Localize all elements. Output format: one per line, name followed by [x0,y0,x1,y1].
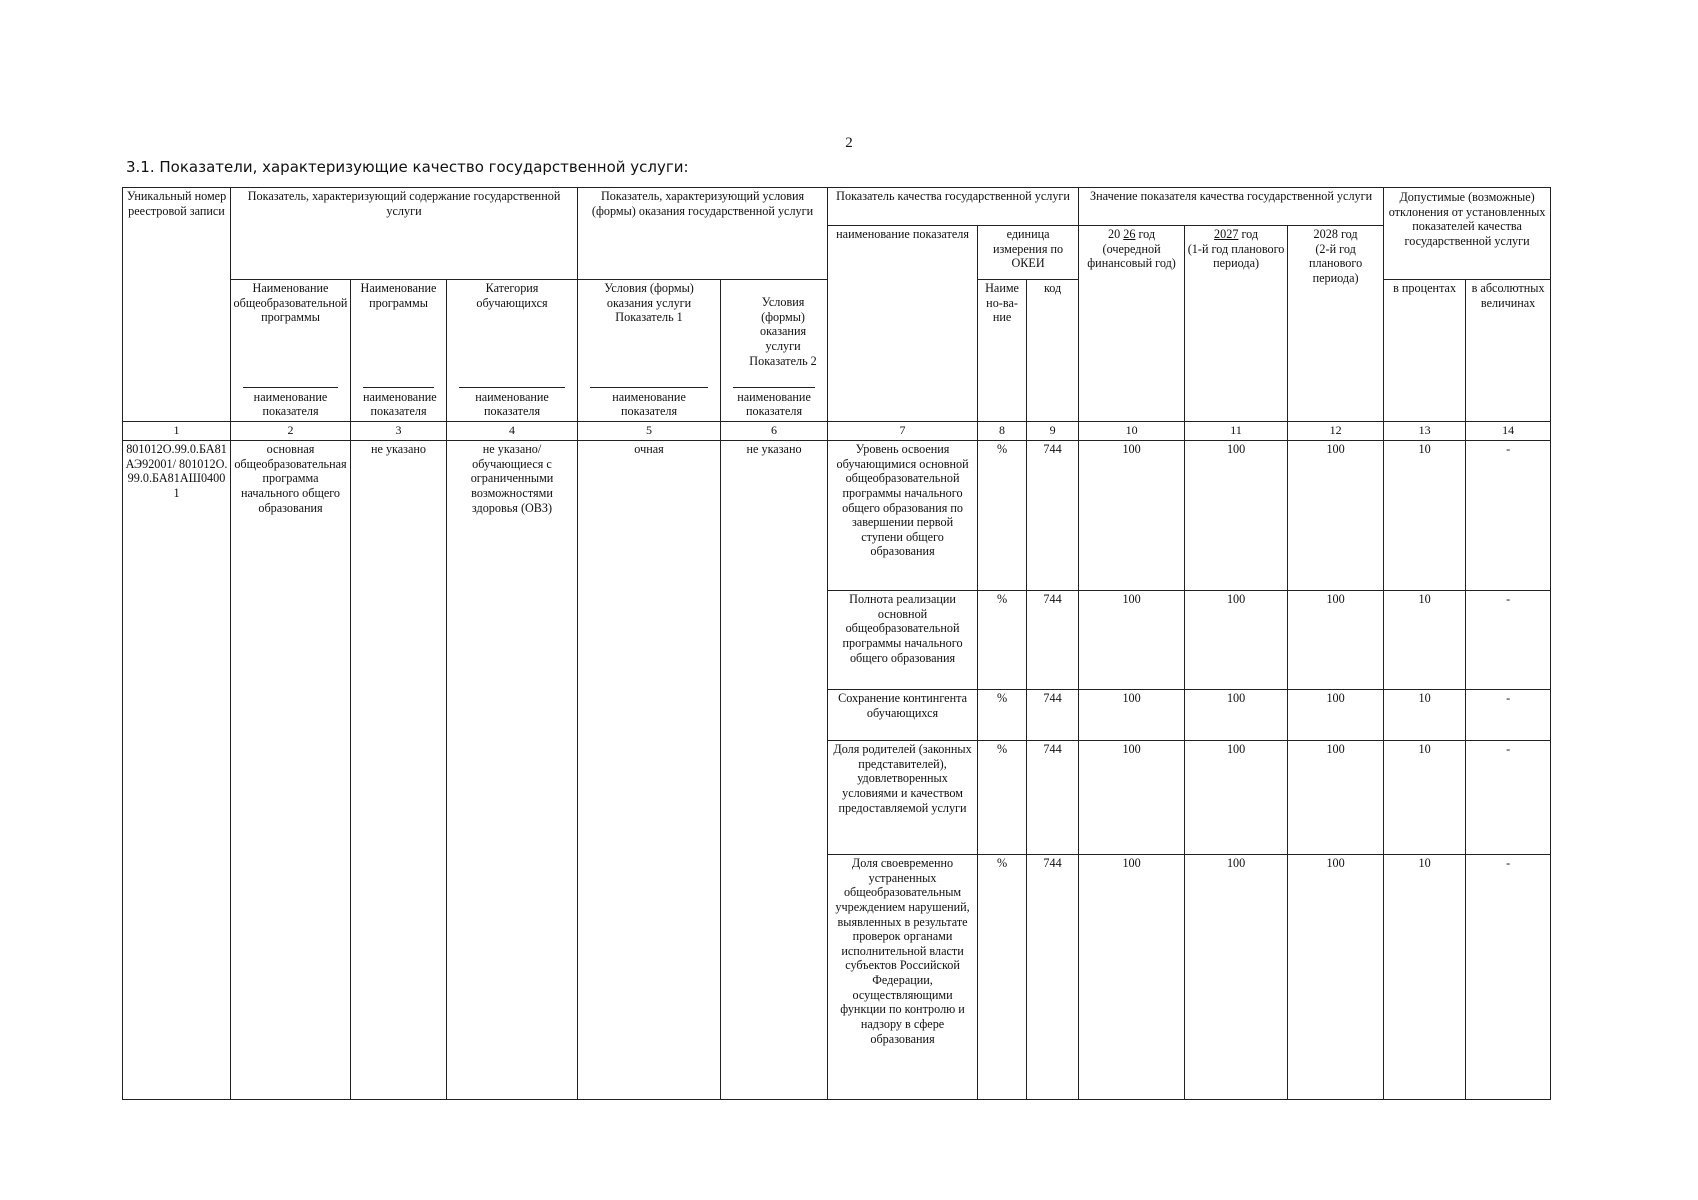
col-number: 10 [1079,422,1185,441]
header-year-2: 2027 год (1-й год планового периода) [1185,226,1288,422]
header-unit-code: код [1027,280,1079,422]
indicator-year-3: 100 [1288,591,1384,690]
indicator-name: Доля родителей (законных представителей), удовлетворенных условиями и качеством предоставляемой услуги [828,741,978,855]
indicator-code: 744 [1027,690,1079,741]
header-unit-name: Наиме но-ва- ние [978,280,1027,422]
col-number: 14 [1466,422,1551,441]
indicator-unit: % [978,591,1027,690]
header-unit: единица измерения по ОКЕИ [978,226,1079,280]
header-col6: Условия (формы) оказания услуги Показатель 2 наименование показателя [721,280,828,422]
indicator-unit: % [978,441,1027,591]
table-row [123,441,1551,591]
header-indicator-name: наименование показателя [828,226,978,422]
record-program: основная общеобразовательная программа начального общего образования [231,441,351,1100]
col-number: 4 [447,422,578,441]
col-number: 3 [351,422,447,441]
indicator-code: 744 [1027,591,1079,690]
indicator-code: 744 [1027,855,1079,1100]
col-number: 2 [231,422,351,441]
record-condition-1: очная [578,441,721,1100]
indicator-absolute: - [1466,741,1551,855]
header-absolute: в абсолютных величинах [1466,280,1551,422]
header-deviations: Допустимые (возможные) отклонения от установленных показателей качества государственной услуги [1384,188,1551,280]
indicator-percent: 10 [1384,441,1466,591]
indicator-year-3: 100 [1288,690,1384,741]
indicator-year-1: 100 [1079,441,1185,591]
record-condition-2: не указано [721,441,828,1100]
indicator-absolute: - [1466,441,1551,591]
indicator-code: 744 [1027,441,1079,591]
indicator-year-2: 100 [1185,441,1288,591]
record-category: не указано/ обучающиеся с ограниченными возможностями здоровья (ОВЗ) [447,441,578,1100]
indicator-name: Сохранение контингента обучающихся [828,690,978,741]
indicator-year-1: 100 [1079,591,1185,690]
indicator-year-3: 100 [1288,441,1384,591]
col-number: 9 [1027,422,1079,441]
indicator-percent: 10 [1384,690,1466,741]
header-col3: Наименование программы наименование показателя [351,280,447,422]
header-year-3: 2028 год (2-й год планового периода) [1288,226,1384,422]
indicator-year-3: 100 [1288,741,1384,855]
col-number: 13 [1384,422,1466,441]
indicator-absolute: - [1466,591,1551,690]
indicator-absolute: - [1466,690,1551,741]
header-unique-number: Уникальный номер реестровой записи [123,188,231,422]
indicator-year-2: 100 [1185,741,1288,855]
col-number: 5 [578,422,721,441]
indicator-percent: 10 [1384,591,1466,690]
indicator-code: 744 [1027,741,1079,855]
indicator-name: Доля своевременно устраненных общеобразовательным учреждением нарушений, выявленных в результате проверок органами исполнительной власти субъектов Российской Федерации, осуществляющими функции по контролю и надзору в сфере образования [828,855,978,1100]
record-program-name: не указано [351,441,447,1100]
header-content-indicator: Показатель, характеризующий содержание государственной услуги [231,188,578,280]
record-unique-number: 801012О.99.0.БА81АЭ92001/ 801012О.99.0.БА81АШ04001 [123,441,231,1100]
indicator-name: Уровень освоения обучающимися основной общеобразовательной программы начального общего образования по завершении первой ступени общего образования [828,441,978,591]
indicator-absolute: - [1466,855,1551,1100]
col-number: 7 [828,422,978,441]
col-number: 11 [1185,422,1288,441]
page-number: 2 [845,135,853,151]
indicator-year-2: 100 [1185,855,1288,1100]
header-quality-value: Значение показателя качества государственной услуги [1079,188,1384,226]
header-conditions-indicator: Показатель, характеризующий условия (формы) оказания государственной услуги [578,188,828,280]
header-col4: Категория обучающихся наименование показателя [447,280,578,422]
header-year-1: 20 26 год (очередной финансовый год) [1079,226,1185,422]
col-number: 1 [123,422,231,441]
col-number: 12 [1288,422,1384,441]
quality-indicators-table [122,187,1551,1100]
indicator-year-1: 100 [1079,690,1185,741]
col-number: 8 [978,422,1027,441]
indicator-year-1: 100 [1079,741,1185,855]
header-quality-indicator: Показатель качества государственной услуги [828,188,1079,226]
section-title: 3.1. Показатели, характеризующие качество государственной услуги: [126,158,689,176]
indicator-year-2: 100 [1185,690,1288,741]
indicator-percent: 10 [1384,855,1466,1100]
header-col5: Условия (формы) оказания услуги Показатель 1 наименование показателя [578,280,721,422]
header-col2: Наименование общеобразовательной программы наименование показателя [231,280,351,422]
indicator-year-2: 100 [1185,591,1288,690]
indicator-unit: % [978,855,1027,1100]
header-percent: в процентах [1384,280,1466,422]
column-numbers-row [123,422,1551,441]
indicator-year-3: 100 [1288,855,1384,1100]
indicator-year-1: 100 [1079,855,1185,1100]
indicator-percent: 10 [1384,741,1466,855]
indicator-unit: % [978,690,1027,741]
col-number: 6 [721,422,828,441]
indicator-unit: % [978,741,1027,855]
indicator-name: Полнота реализации основной общеобразовательной программы начального общего образования [828,591,978,690]
